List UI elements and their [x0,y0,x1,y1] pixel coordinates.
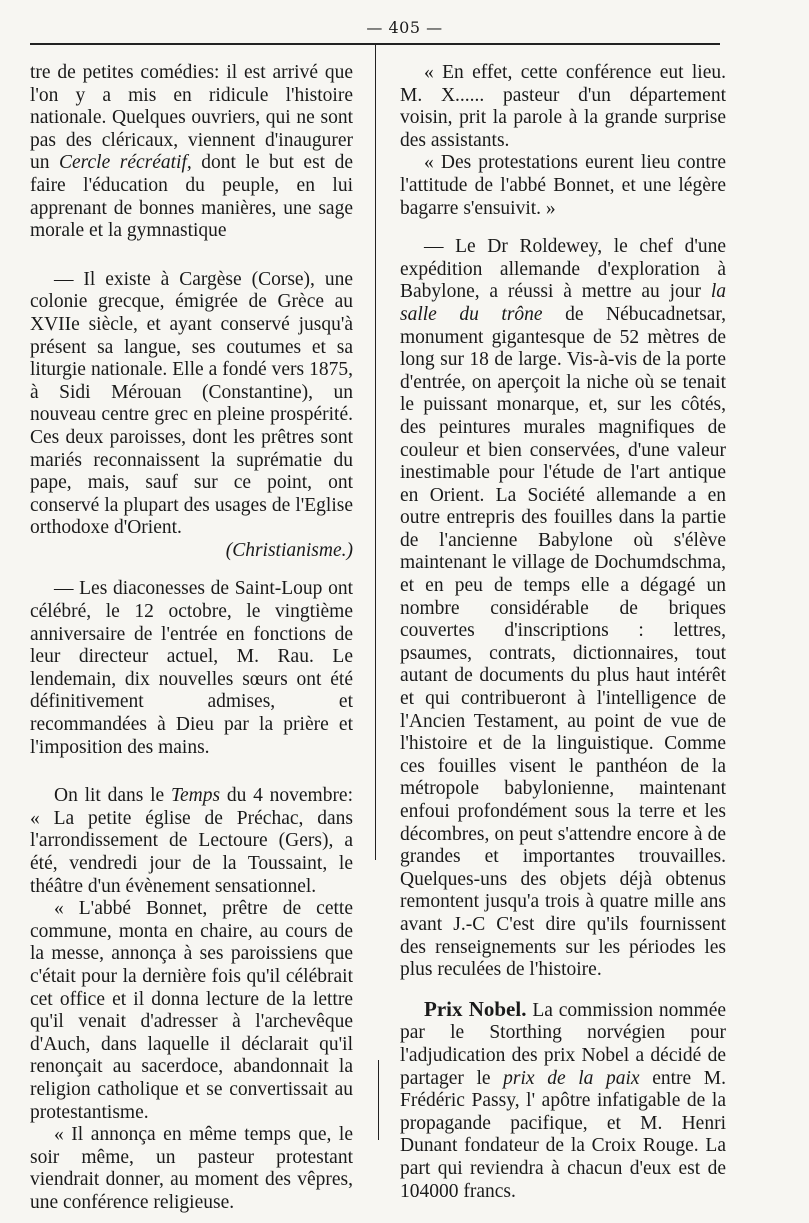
column-divider-lower [378,1060,379,1140]
paragraph-cargese: — Il existe à Cargèse (Corse), une colonie grecque, émigrée de Grèce au XVIIe siècle, et ayant conservé jusqu'à présent sa langue, ses coutumes et sa liturgie nationale. Elle a fondé vers 1875, à Sidi Mérouan (Constantine), un nouveau centre grec en pleine prospérité. Ces deux paroisses, dont les prêtres sont mariés reconnaissent la suprématie du pape, mais, sauf sur ce point, ont conservé la plupart des usages de l'Eglise orthodoxe d'Orient. [30,268,353,539]
paragraph-prix-nobel: Prix Nobel. La commission nommée par le Storthing norvégien pour l'adjudication des prix Nobel a décidé de partager le prix de la paix entre M. Frédéric Passy, l' apôtre infatigable de la propagande pacifique, et M. Henri Dunant fondateur de la Croix Rouge. La part qui reviendra à chacun d'eux est de 104000 francs. [400,996,727,1202]
right-column [400,62,726,1203]
paragraph-conference: « En effet, cette conférence eut lieu. M. X...... pasteur d'un département voisin, prit la parole à la grande surprise des assistants. [400,62,726,151]
paragraph-diaconesses: — Les diaconesses de Saint-Loup ont célébré, le 12 octobre, le vingtième anniversaire de l'entrée en fonctions de leur directeur actuel, M. Rau. Le lendemain, dix nouvelles sœurs ont été définitivement admises, et recommandées à Dieu par la prière et l'imposition des mains. [30,578,353,758]
left-column [30,62,353,1215]
paragraph-abbe-bonnet: « L'abbé Bonnet, prêtre de cette commune, monta en chaire, au cours de la messe, annonça à ses paroissiens que c'était pour la dernière fois qu'il célébrait cet office et il donna lecture de la lettre qu'il venait d'adresser à l'archevêque d'Auch, dans laquelle il déclarait qu'il renonçait au sacerdoce, abandonnait la religion catholique et se convertissait au protestantisme. [30,898,353,1123]
source-citation: (Christianisme.) [225,539,353,561]
paragraph-protestations: « Des protestations eurent lieu contre l'attitude de l'abbé Bonnet, et une légère bagarre s'ensuivit. » [400,152,726,219]
paragraph-temps: On lit dans le Temps du 4 novembre: « La petite église de Préchac, dans l'arrondissement de Lectoure (Gers), a été, vendredi jour de la Toussaint, le théâtre d'un évènement sensationnel. [30,785,354,897]
column-divider [375,45,376,860]
paragraph-annonce: « Il annonça en même temps que, le soir même, un pasteur protestant viendrait donner, au moment des vêpres, une conférence religieuse. [30,1124,353,1213]
paragraph-babylone: — Le Dr Roldewey, le chef d'une expédition allemande d'exploration à Babylone, a réussi à mettre au jour la salle du trône de Nébucadnetsar, monument gigantesque de 52 mètres de long sur 18 de large. Vis-à-vis de la porte d'entrée, on aperçoit la niche où se tenait le puissant monarque, et, sur les côtés, des peintures murales magnifiques de couleur et bien conservées, d'une valeur inestimable pour l'étude de l'art antique en Orient. La Société allemande a en outre entrepris des fouilles dans la partie de l'ancienne Babylone où s'élève maintenant le village de Dochumdschma, et en peu de temps elle a dégagé un nombre considérable de briques couvertes d'inscriptions : lettres, psaumes, contrats, dictionnaires, tout autant de documents du plus haut intérêt et qui contribueront à l'intelligence de l'Ancien Testament, au point de vue de l'histoire et de la linguistique. Comme ces fouilles visent le panthéon de la métropole babylonienne, maintenant enfoui profondément sous la terre et les décombres, on peut s'attendre encore à de grandes et importantes trouvailles. Quelques-uns des objets déjà obtenus remontent jusqu'a trois à quatre mille ans avant J.-C C'est dire qu'ils fournissent des renseignements sur les périodes les plus reculées de l'histoire. [400,236,726,981]
page-number: — 405 — [366,18,443,37]
paragraph-cercle: tre de petites comédies: il est arrivé que l'on y a mis en ridicule l'histoire nationale. Quelques ouvriers, qui ne sont pas des cléricaux, viennent d'inaugurer un Cercle récréatif, dont le but est de faire l'éducation du peuple, en lui apprenant de bonnes manières, une sage morale et la gymnastique [30,62,353,242]
